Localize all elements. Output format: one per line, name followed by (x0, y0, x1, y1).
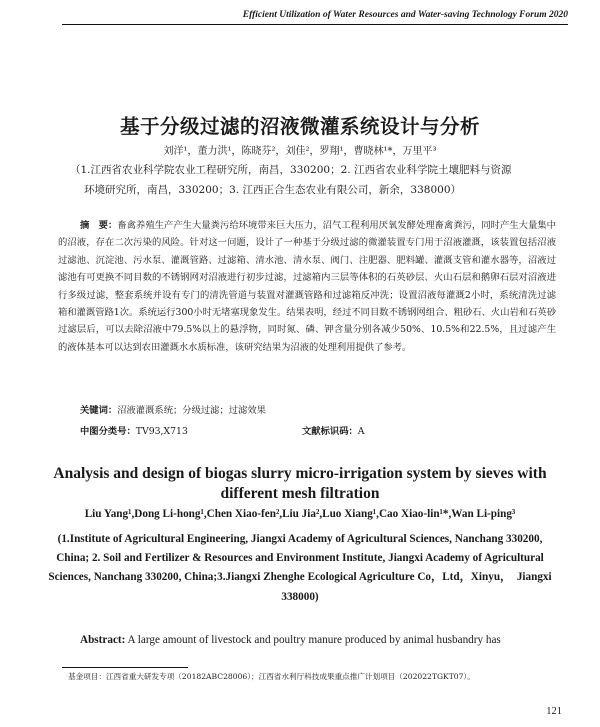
abstract-chinese (58, 217, 556, 356)
affiliation-chinese-line-1: （1.江西省农业科学院农业工程研究所，南昌，330200；2. 江西省农业科学院土壤肥料与资源 (70, 164, 512, 176)
keywords-chinese (80, 402, 266, 416)
clc-label: 中图分类号： (80, 426, 136, 437)
abstract-english-label: Abstract: (80, 634, 126, 646)
page-number: 121 (546, 706, 562, 717)
funding-footnote: 基金项目：江西省重大研发专项（20182ABC28006）；江西省水利厅科技成果重点推广计划项目（202022TGKT07）。 (68, 672, 475, 681)
keywords-text: 沼液灌溉系统；分级过滤；过滤效果 (117, 405, 266, 416)
authors-english: Liu Yang¹,Dong Li-hong¹,Chen Xiao-fen²,Liu Jia²,Luo Xiang¹,Cao Xiao-lin¹*,Wan Li-ping³ (84, 508, 516, 520)
clc-value: TV93,X713 (135, 426, 188, 437)
running-header: Efficient Utilization of Water Resources and Water-saving Technology Forum 2020 (242, 10, 568, 20)
document-code-label: 文献标识码： (302, 426, 358, 437)
keywords-label: 关键词： (80, 405, 118, 416)
title-english: Analysis and design of biogas slurry micro-irrigation system by sieves with different mesh filtration (53, 465, 547, 502)
affiliation-chinese-line-2: 环境研究所，南昌，330200；3. 江西正合生态农业有限公司，新余，338000） (84, 184, 462, 196)
abstract-english (80, 634, 570, 646)
header-rule (62, 24, 568, 25)
affiliation-chinese (70, 160, 540, 200)
abstract-english-text: A large amount of livestock and poultry manure produced by animal husbandry has (127, 634, 501, 646)
title-chinese: 基于分级过滤的沼液微灌系统设计与分析 (119, 115, 480, 138)
clc-number (80, 423, 188, 437)
footnote-rule (62, 667, 188, 668)
affiliation-english: (1.Institute of Agricultural Engineering, Jiangxi Academy of Agricultural Sciences, Nanchang 330200, China; 2. Soil and Fertilizer & Resources and Environment Institute, Jiangxi Academy of Agricultural Sciences, Nanchang 330200, China;3.Jiangxi Zhenghe Ecological Agriculture Co，Ltd，Xinyu， Jiangxi 338000) (48, 533, 552, 603)
abstract-chinese-text: 畜禽养殖生产产生大量粪污给环境带来巨大压力，沼气工程利用厌氧发酵处理畜禽粪污，同时产生大量集中的沼液，存在二次污染的风险。针对这一问题，设计了一种基于分级过滤的微灌装置专门用于沼液灌溉，该装置包括沼液过滤池、沉淀池、污水泵、灌溉管路、过滤箱、清水池、清水泵、阀门、注肥器、肥料罐、灌溉支管和灌水器等，沼液过滤池有可更换不同目数的不锈钢网对沼液进行初步过滤，过滤箱内三层等体积的石英砂层、火山石层和鹅卵石层对沼液进行多级过滤，整套系统并设有专门的清洗管道与装置对灌溉管路和过滤箱反冲洗；设置沼液每灌溉2小时，系统清洗过滤箱和灌溉管路1次。系统运行300小时无堵塞现象发生。结果表明，经过不同目数不锈钢网组合、粗砂石、火山岩和石英砂过滤层后，可以去除沼液中79.5%以上的悬浮物，同时氮、磷、钾含量分别各减少50%、10.5%和22.5%，且过滤产生的液体基本可以达到农田灌溉水水质标准，该研究结果为沼液的处理利用提供了参考。 (58, 220, 556, 353)
document-code-value: A (357, 426, 365, 437)
authors-chinese: 刘洋¹，董力洪¹，陈晓芬²，刘佳²，罗翔¹，曹晓林¹*，万里平³ (163, 146, 437, 157)
abstract-chinese-label: 摘 要： (80, 220, 118, 231)
document-code (302, 423, 365, 437)
